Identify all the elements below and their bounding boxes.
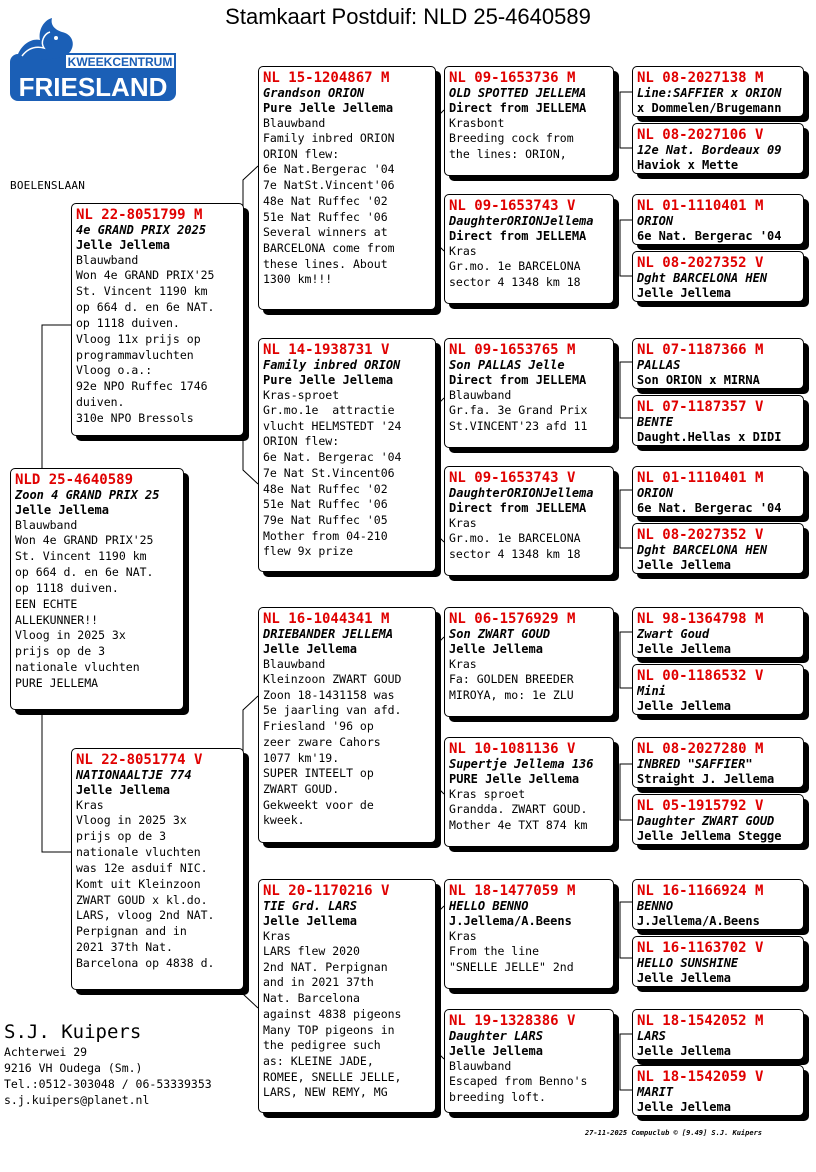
pigeon-name: Line:SAFFIER x ORION <box>637 86 782 100</box>
pigeon-notes: Grandda. ZWART GOUD. Mother 4e TXT 874 km <box>449 802 588 832</box>
breeder: Jelle Jellema <box>637 286 731 300</box>
breeder: Direct from JELLEMA <box>449 101 587 115</box>
pigeon-card-dsss[interactable] <box>632 607 804 658</box>
ring-number: NL 10-1081136 V <box>449 741 576 757</box>
pigeon-name: Grandson ORION <box>263 86 365 100</box>
pigeon-name: 4e GRAND PRIX 2025 <box>76 223 207 237</box>
pigeon-color: Kras <box>263 929 291 943</box>
pigeon-card-ssds[interactable] <box>632 194 804 245</box>
breeder: Straight J. Jellema <box>637 772 775 786</box>
pigeon-card-dsds[interactable] <box>632 737 804 788</box>
pigeon-card-sdd[interactable] <box>444 466 614 576</box>
pigeon-notes: From the line "SNELLE JELLE" 2nd <box>449 944 574 974</box>
ring-number: NL 08-2027138 M <box>637 70 764 86</box>
pigeon-color: Kras <box>449 657 477 671</box>
pigeon-color: Blauwband <box>263 116 326 130</box>
breeder: Direct from JELLEMA <box>449 501 587 515</box>
owner-city: 9216 VH Oudega (Sm.) <box>4 1061 143 1075</box>
pigeon-notes: Won 4e GRAND PRIX'25 St. Vincent 1190 km op 664 d. en 6e NAT. op 1118 duiven. EEN ECHTE ALLEKUNNER!! Vloog in 2025 3x prijs op de 3 nationale vluchten PURE JELLEMA <box>15 533 154 691</box>
pigeon-notes: Gr.mo. 1e BARCELONA sector 4 1348 km 18 <box>449 259 581 289</box>
ring-number: NL 07-1187366 M <box>637 342 764 358</box>
ring-number: NL 08-2027280 M <box>637 741 764 757</box>
pigeon-name: HELLO BENNO <box>449 899 529 913</box>
ring-number: NL 08-2027106 V <box>637 127 764 143</box>
breeder: J.Jellema/A.Beens <box>637 914 760 928</box>
pigeon-card-dsd[interactable] <box>444 737 614 847</box>
pigeon-color: Blauwband <box>449 388 512 402</box>
ring-number: NL 14-1938731 V <box>263 342 390 358</box>
pigeon-card-dam-sire[interactable] <box>258 607 436 843</box>
pigeon-color: Blauwband <box>263 657 326 671</box>
pigeon-notes: Gr.fa. 3e Grand Prix St.VINCENT'23 afd 11 <box>449 403 588 433</box>
svg-text:FRIESLAND: FRIESLAND <box>18 72 168 102</box>
pigeon-name: DRIEBANDER JELLEMA <box>263 627 394 641</box>
pigeon-color: Kras sproet <box>449 787 526 801</box>
breeder: Jelle Jellema <box>449 1044 543 1058</box>
ring-number: NL 18-1477059 M <box>449 883 576 899</box>
ring-number: NL 18-1542059 V <box>637 1069 764 1085</box>
footer-credits: 27-11-2025 Compuclub © [9.49] S.J. Kuipers <box>585 1129 763 1137</box>
breeder: Jelle Jellema <box>263 642 357 656</box>
breeder: Jelle Jellema <box>637 699 731 713</box>
ring-number: NL 98-1364798 M <box>637 611 764 627</box>
breeder: Jelle Jellema <box>76 238 170 252</box>
pigeon-color: Krasbont <box>449 116 505 130</box>
ring-number: NL 05-1915792 V <box>637 798 764 814</box>
breeder: Jelle Jellema <box>637 558 731 572</box>
pigeon-card-sire-sire[interactable] <box>258 66 436 310</box>
pigeon-notes: Kleinzoon ZWART GOUD Zoon 18-1431158 was 5e jaarling van afd. Friesland '96 op zeer zware Cahors 1077 km'19. SUPER INTEELT op ZWART GOUD. Gekweekt voor de kweek. <box>263 672 402 828</box>
ring-number: NL 09-1653743 V <box>449 198 576 214</box>
pigeon-card-dddd[interactable] <box>632 1065 804 1116</box>
breeder: Direct from JELLEMA <box>449 373 587 387</box>
breeder: 6e Nat. Bergerac '04 <box>637 501 782 515</box>
pigeon-color: Blauwband <box>449 1059 512 1073</box>
ring-number: NL 01-1110401 M <box>637 470 764 486</box>
pigeon-notes: Breeding cock from the lines: ORION, <box>449 131 574 161</box>
breeder: Son ORION x MIRNA <box>637 373 760 387</box>
pigeon-card-dam-dam[interactable] <box>258 879 436 1113</box>
pigeon-card-sssd[interactable] <box>632 123 804 174</box>
pigeon-name: NATIONAALTJE 774 <box>76 768 192 782</box>
ring-number: NL 22-8051799 M <box>76 207 203 223</box>
pigeon-notes: LARS flew 2020 2nd NAT. Perpignan and in 2021 37th Nat. Barcelona against 4838 pigeons Many TOP pigeons in the pedigree such as: KLEINE JADE, ROMEE, SNELLE JELLE, LARS, NEW REMY, MG <box>263 944 402 1100</box>
pigeon-name: Dght BARCELONA HEN <box>637 271 768 285</box>
ring-number: NL 22-8051774 V <box>76 752 203 768</box>
pigeon-name: OLD SPOTTED JELLEMA <box>449 86 587 100</box>
ring-number: NL 01-1110401 M <box>637 198 764 214</box>
pigeon-notes: Won 4e GRAND PRIX'25 St. Vincent 1190 km op 664 d. en 6e NAT. op 1118 duiven. Vloog 11x prijs op programmavluchten Vloog o.a.: 92e NPO Ruffec 1746 duiven. 310e NPO Bressols <box>76 268 215 426</box>
pigeon-name: PALLAS <box>637 358 681 372</box>
pigeon-card-sdss[interactable] <box>632 338 804 389</box>
pigeon-card-subject[interactable] <box>10 468 184 710</box>
pigeon-card-sddd[interactable] <box>632 523 804 574</box>
pigeon-name: ORION <box>637 486 674 500</box>
ring-number: NL 09-1653743 V <box>449 470 576 486</box>
breeder: x Dommelen/Brugemann <box>637 101 782 115</box>
ring-number: NL 19-1328386 V <box>449 1013 576 1029</box>
pigeon-notes: Family inbred ORION ORION flew: 6e Nat.Bergerac '04 7e NatSt.Vincent'06 48e Nat Ruffec '02 51e Nat Ruffec '06 Several winners at BARCELONA come from these lines. About 1300 km!!! <box>263 131 395 287</box>
pigeon-card-ddss[interactable] <box>632 879 804 930</box>
pigeon-card-ssd[interactable] <box>444 194 614 304</box>
pigeon-card-ddd[interactable] <box>444 1009 614 1113</box>
pigeon-name: 12e Nat. Bordeaux 09 <box>637 143 782 157</box>
pigeon-card-ssdd[interactable] <box>632 251 804 302</box>
pigeon-name: Zoon 4 GRAND PRIX 25 <box>15 488 160 502</box>
pigeon-card-dss[interactable] <box>444 607 614 717</box>
ring-number: NL 08-2027352 V <box>637 255 764 271</box>
ring-number: NL 00-1186532 V <box>637 668 764 684</box>
pigeon-name: Zwart Goud <box>637 627 710 641</box>
pigeon-name: Son PALLAS Jelle <box>449 358 565 372</box>
pigeon-color: Kras-sproet <box>263 388 340 402</box>
pigeon-name: MARIT <box>637 1085 674 1099</box>
ring-number: NL 09-1653736 M <box>449 70 576 86</box>
owner-address: Achterwei 29 <box>4 1045 88 1059</box>
pigeon-name: Daughter LARS <box>449 1029 543 1043</box>
pigeon-card-ssss[interactable] <box>632 66 804 117</box>
pigeon-name: Son ZWART GOUD <box>449 627 551 641</box>
pigeon-name: HELLO SUNSHINE <box>637 956 739 970</box>
ring-number: NL 16-1163702 V <box>637 940 764 956</box>
pigeon-card-sdsd[interactable] <box>632 395 804 446</box>
owner-info <box>4 1020 212 1108</box>
owner-name: S.J. Kuipers <box>4 1021 142 1043</box>
ring-number: NL 20-1170216 V <box>263 883 390 899</box>
ring-number: NLD 25-4640589 <box>15 472 134 488</box>
pigeon-name: DaughterORIONJellema <box>449 486 594 500</box>
pigeon-name: BENNO <box>637 899 674 913</box>
breeder: Jelle Jellema <box>637 971 731 985</box>
ring-number: NL 06-1576929 M <box>449 611 576 627</box>
pigeon-name: Mini <box>637 684 666 698</box>
ring-number: NL 08-2027352 V <box>637 527 764 543</box>
breeder: Daught.Hellas x DIDI <box>637 430 782 444</box>
pigeon-color: Kras <box>449 516 477 530</box>
pigeon-notes: Gr.mo.1e attractie vlucht HELMSTEDT '24 ORION flew: 6e Nat. Bergerac '04 7e Nat St.Vincent06 48e Nat Ruffec '02 51e Nat Ruffec '06 79e Nat Ruffec '05 Mother from 04-210 flew 9x prize <box>263 403 402 559</box>
ring-number: NL 15-1204867 M <box>263 70 390 86</box>
breeder: Haviok x Mette <box>637 158 739 172</box>
pigeon-color: Blauwband <box>15 518 78 532</box>
pigeon-notes: Vloog in 2025 3x prijs op de 3 nationale vluchten was 12e asduif NIC. Komt uit Kleinzoon ZWART GOUD x kl.do. LARS, vloog 2nd NAT. Perpignan and in 2021 37th Nat. Barcelona op 4838 d. <box>76 813 215 971</box>
breeder: Jelle Jellema <box>637 642 731 656</box>
svg-text:KWEEKCENTRUM: KWEEKCENTRUM <box>67 55 173 69</box>
pigeon-name: BENTE <box>637 415 674 429</box>
pigeon-name: DaughterORIONJellema <box>449 214 594 228</box>
breeder: Jelle Jellema <box>637 1044 731 1058</box>
pigeon-name: Family inbred ORION <box>263 358 401 372</box>
breeder: Jelle Jellema <box>637 1100 731 1114</box>
pigeon-name: Dght BARCELONA HEN <box>637 543 768 557</box>
pigeon-card-dssd[interactable] <box>632 664 804 715</box>
pigeon-notes: Fa: GOLDEN BREEDER MIROYA, mo: 1e ZLU <box>449 672 574 702</box>
ring-number: NL 16-1044341 M <box>263 611 390 627</box>
ring-number: NL 16-1166924 M <box>637 883 764 899</box>
pigeon-name: ORION <box>637 214 674 228</box>
breeder: Jelle Jellema <box>15 503 109 517</box>
breeder: 6e Nat. Bergerac '04 <box>637 229 782 243</box>
pigeon-card-sds[interactable] <box>444 338 614 448</box>
pigeon-name: Daughter ZWART GOUD <box>637 814 775 828</box>
pigeon-card-dam[interactable] <box>71 748 244 990</box>
pigeon-name: TIE Grd. LARS <box>263 899 357 913</box>
pigeon-card-dds[interactable] <box>444 879 614 989</box>
breeder: Jelle Jellema <box>449 642 543 656</box>
owner-phone: Tel.:0512-303048 / 06-53339353 <box>4 1077 212 1091</box>
owner-email[interactable]: s.j.kuipers@planet.nl <box>4 1093 150 1107</box>
pigeon-name: Supertje Jellema 136 <box>449 757 594 771</box>
pigeon-color: Kras <box>449 244 477 258</box>
pigeon-notes: Escaped from Benno's breeding loft. <box>449 1074 588 1104</box>
pigeon-card-sire-dam[interactable] <box>258 338 436 572</box>
location-label: BOELENSLAAN <box>10 179 86 192</box>
ring-number: NL 18-1542052 M <box>637 1013 764 1029</box>
pigeon-card-sire[interactable] <box>71 203 244 436</box>
breeder: Pure Jelle Jellema <box>263 373 394 387</box>
page-title: Stamkaart Postduif: NLD 25-4640589 <box>225 4 591 29</box>
breeder: Pure Jelle Jellema <box>263 101 394 115</box>
pigeon-card-sss[interactable] <box>444 66 614 176</box>
ring-number: NL 07-1187357 V <box>637 399 764 415</box>
breeder: Jelle Jellema <box>263 914 357 928</box>
pigeon-color: Kras <box>449 929 477 943</box>
pigeon-card-dsdd[interactable] <box>632 794 804 845</box>
pigeon-name: INBRED "SAFFIER" <box>637 757 753 771</box>
breeder: Direct from JELLEMA <box>449 229 587 243</box>
pigeon-color: Kras <box>76 798 104 812</box>
breeder: J.Jellema/A.Beens <box>449 914 572 928</box>
breeder: Jelle Jellema Stegge <box>637 829 782 843</box>
breeder: Jelle Jellema <box>76 783 170 797</box>
pigeon-card-ddds[interactable] <box>632 1009 804 1060</box>
pigeon-card-sdds[interactable] <box>632 466 804 517</box>
pigeon-notes: Gr.mo. 1e BARCELONA sector 4 1348 km 18 <box>449 531 581 561</box>
breeder: PURE Jelle Jellema <box>449 772 580 786</box>
ring-number: NL 09-1653765 M <box>449 342 576 358</box>
pigeon-color: Blauwband <box>76 253 139 267</box>
pigeon-name: LARS <box>637 1029 666 1043</box>
pigeon-card-ddsd[interactable] <box>632 936 804 987</box>
